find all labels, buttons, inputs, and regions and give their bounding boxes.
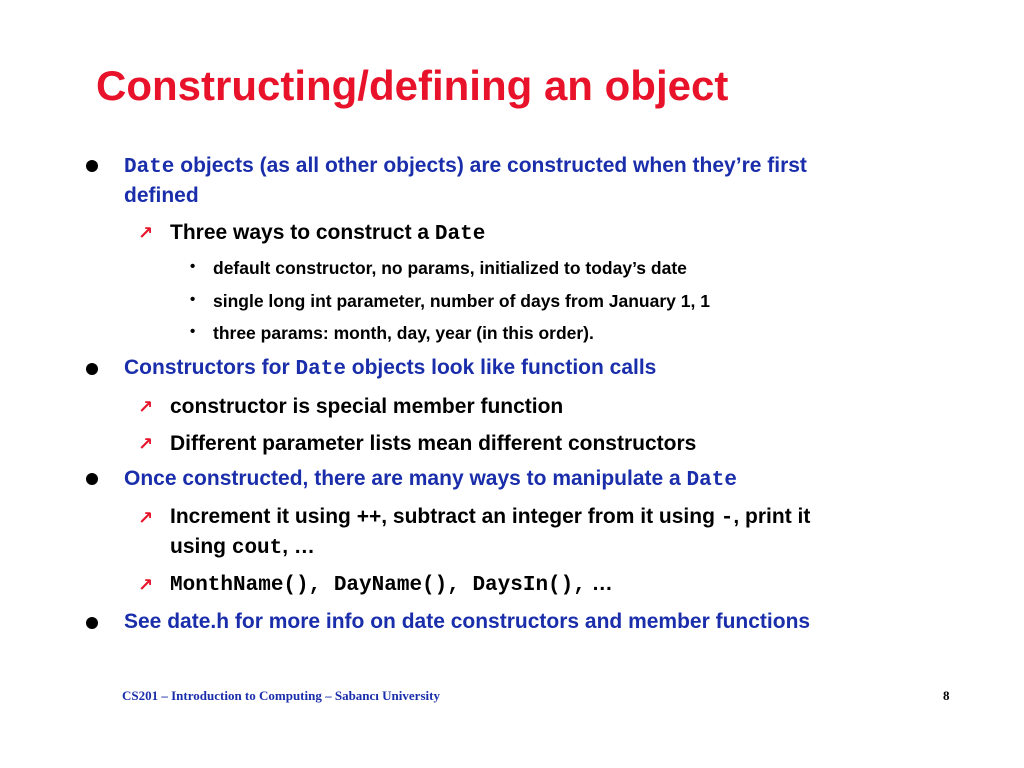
bullet-3-text: Once constructed, there are many ways to manipulate a (124, 467, 687, 490)
footer-text: CS201 – Introduction to Computing – Sabancı University (122, 688, 440, 703)
bullet-3-sub-1-text-d: , … (282, 535, 315, 558)
bullet-1-subsub-3: three params: month, day, year (in this order). (213, 323, 594, 343)
bullet-2-line (124, 353, 656, 385)
bullet-icon (86, 617, 98, 629)
bullet-3-sub-1-code-2: cout (231, 537, 283, 560)
bullet-1-subsub-2: single long int parameter, number of days from January 1, 1 (213, 291, 710, 311)
bullet-3-sub-1-code: - (720, 507, 734, 530)
bullet-1-line-1 (124, 151, 807, 183)
bullet-3-sub-1-text-b: , print it (733, 505, 811, 528)
bullet-2-text-b: objects look like function calls (345, 356, 657, 379)
bullet-3-sub-2-code: MonthName(), DayName(), DaysIn(), (170, 574, 586, 597)
arrow-bullet-icon: ↗ (138, 575, 154, 596)
slide-title: Constructing/defining an object (96, 62, 729, 109)
bullet-3-code: Date (686, 469, 737, 492)
bullet-1-sub-1-text: Three ways to construct a (170, 221, 435, 244)
bullet-icon (86, 363, 98, 375)
bullet-icon (86, 473, 98, 485)
bullet-3-line (124, 464, 737, 496)
bullet-1-line-2: defined (124, 184, 199, 207)
bullet-3-sub-2 (170, 569, 613, 601)
arrow-bullet-icon: ↗ (138, 508, 154, 529)
dot-bullet-icon: • (190, 291, 196, 308)
bullet-2-sub-1: constructor is special member function (170, 395, 564, 418)
bullet-icon (86, 160, 98, 172)
dot-bullet-icon: • (190, 323, 196, 340)
bullet-1-code: Date (124, 156, 175, 179)
bullet-1-sub-1-code: Date (434, 223, 486, 246)
bullet-2-sub-2: Different parameter lists mean different constructors (170, 432, 697, 455)
bullet-3-sub-1-line-1 (170, 502, 810, 534)
bullet-1-subsub-1: default constructor, no params, initialized to today’s date (213, 258, 687, 278)
bullet-1-text: objects (as all other objects) are constructed when they’re first (174, 154, 807, 177)
bullet-4-line: See date.h for more info on date constructors and member functions (124, 610, 811, 633)
dot-bullet-icon: • (190, 258, 196, 275)
arrow-bullet-icon: ↗ (138, 397, 154, 418)
bullet-3-sub-1-text-c: using (170, 535, 232, 558)
bullet-2-code: Date (295, 358, 346, 381)
bullet-3-sub-2-text: … (585, 572, 613, 595)
arrow-bullet-icon: ↗ (138, 223, 154, 244)
page-number: 8 (943, 688, 950, 703)
arrow-bullet-icon: ↗ (138, 434, 154, 455)
bullet-2-text-a: Constructors for (124, 356, 296, 379)
bullet-3-sub-1-text-a: Increment it using ++, subtract an integer from it using (170, 505, 721, 528)
bullet-1-sub-1 (170, 218, 485, 250)
bullet-3-sub-1-line-2 (170, 532, 315, 564)
